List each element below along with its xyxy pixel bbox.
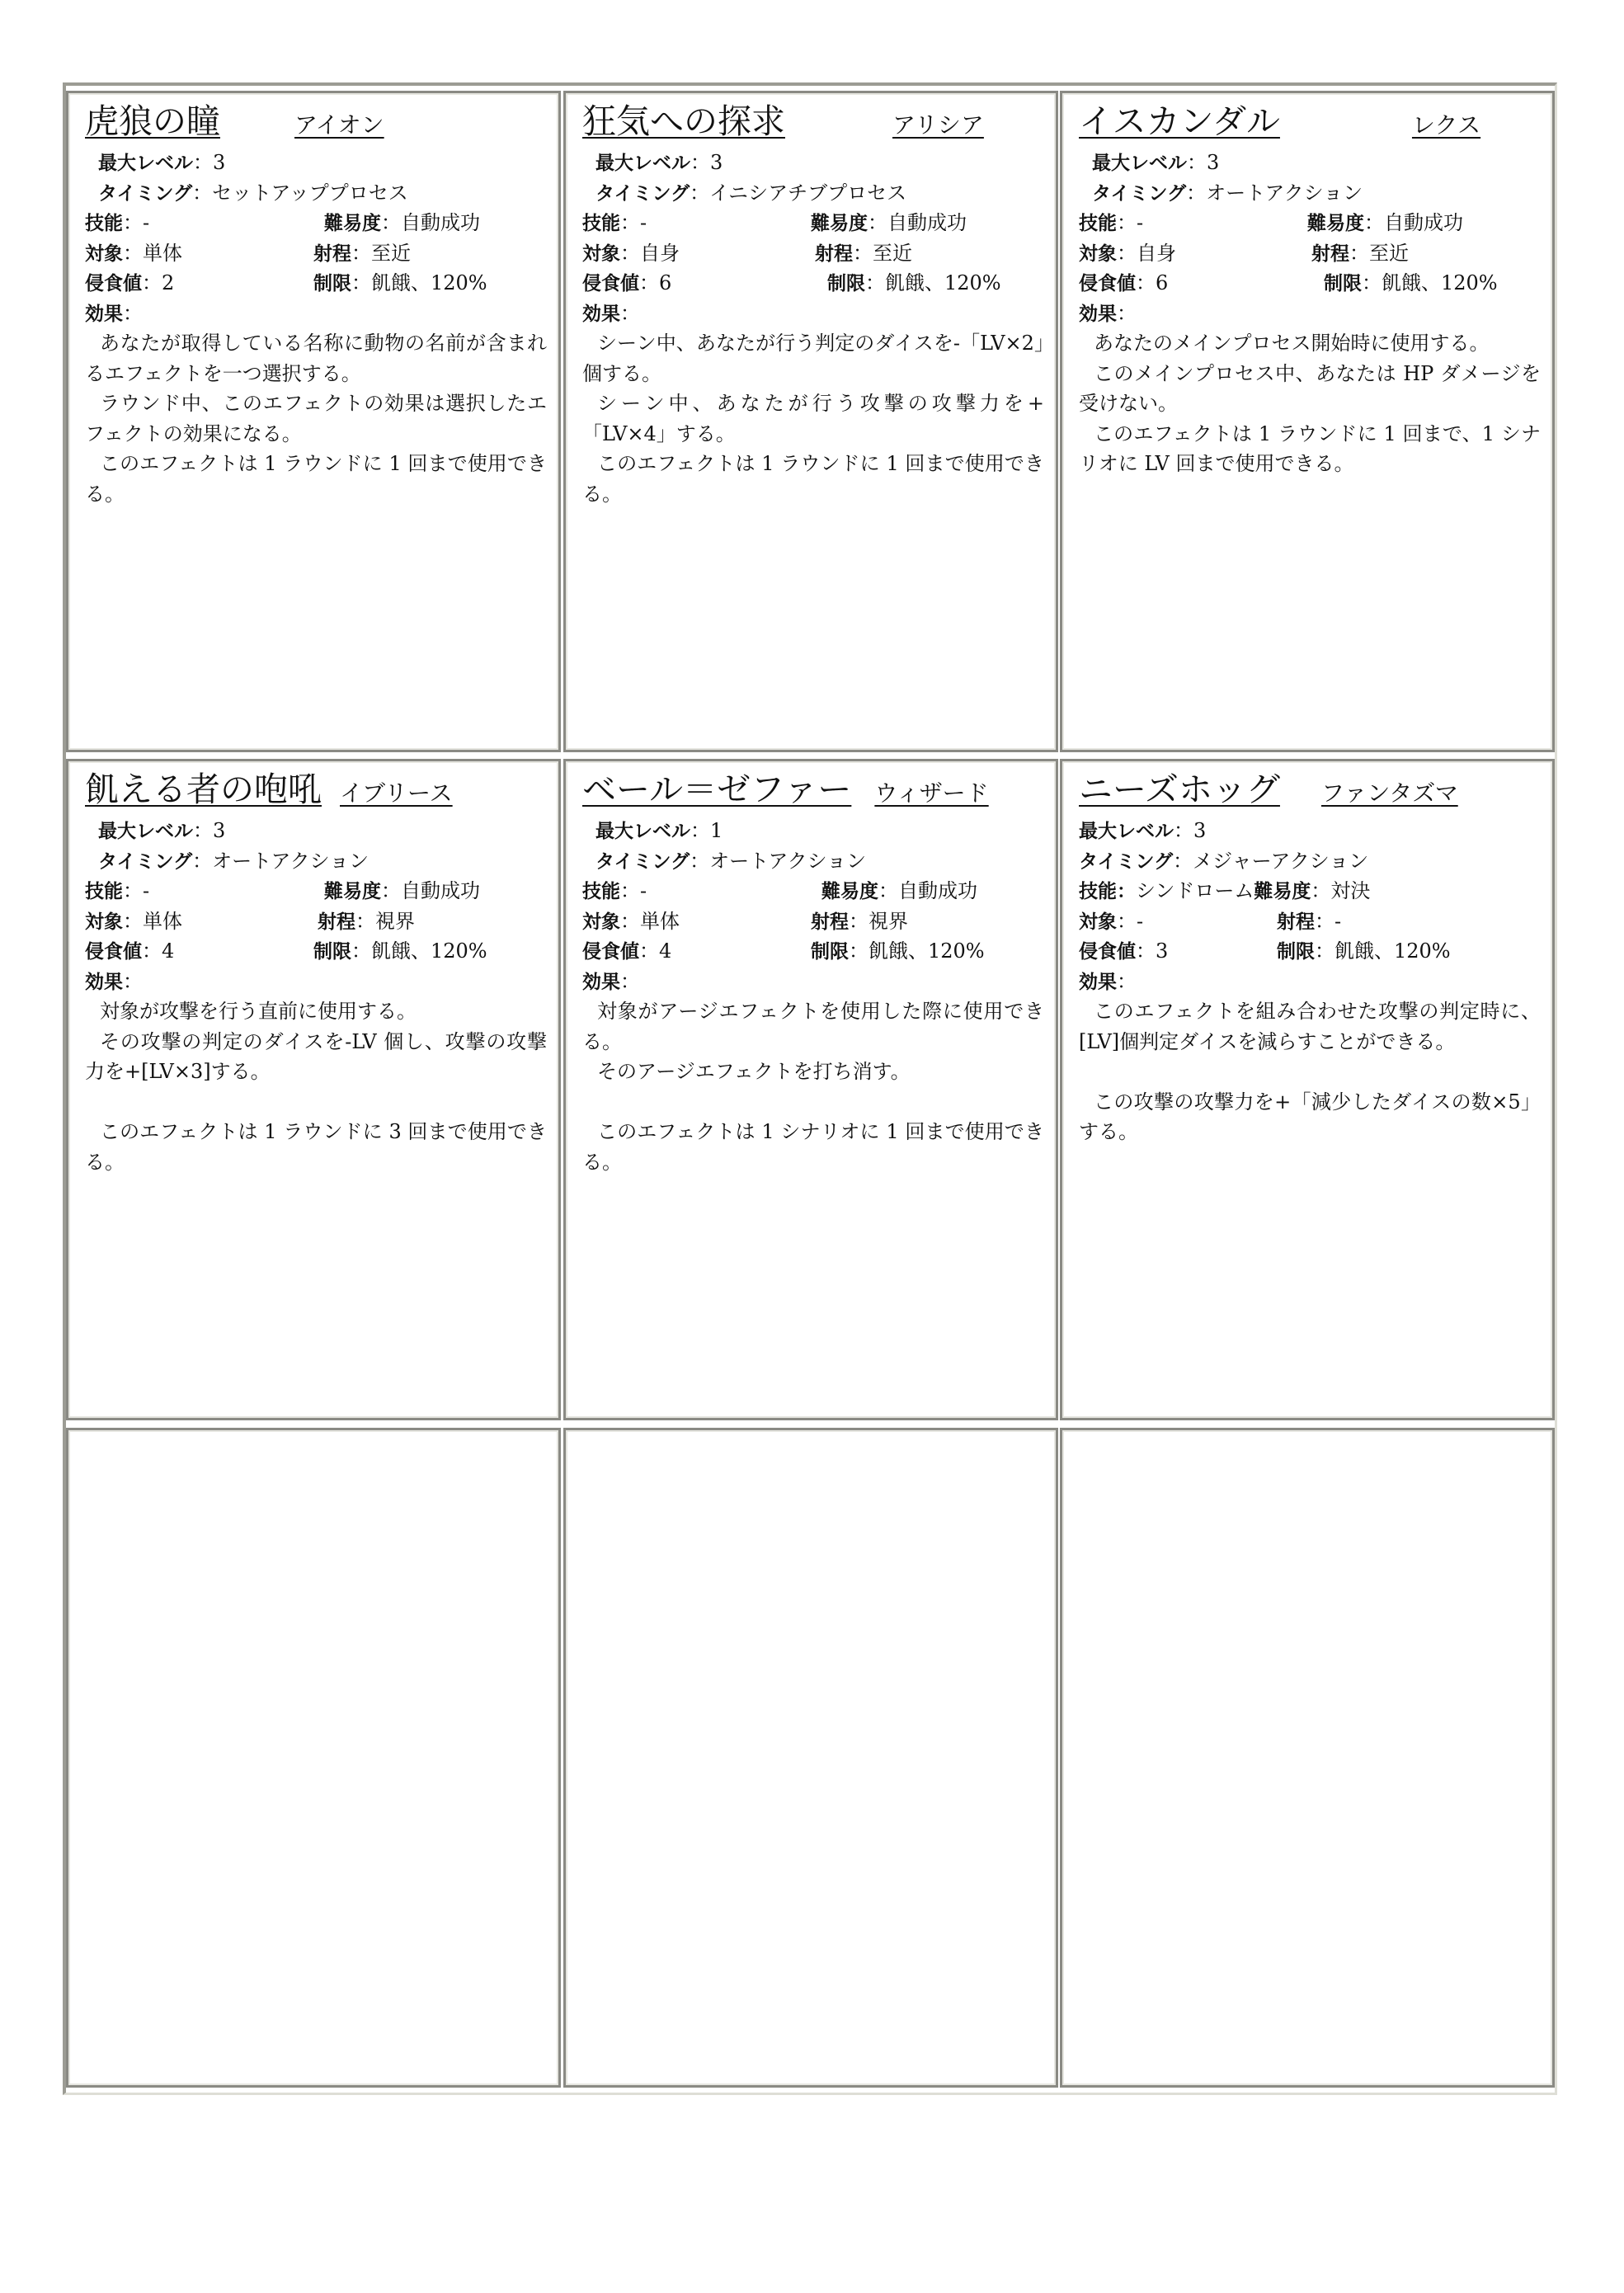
max-level-label: 最大レベル: [595, 153, 690, 174]
max-level-value: 1: [710, 819, 723, 842]
effect-card: [1060, 91, 1555, 752]
target-value: 単体: [143, 241, 182, 265]
erosion-label: 侵食値: [582, 941, 639, 963]
effect-text: その攻撃の判定のダイスを-LV 個し、攻撃の攻撃力を+[LV×3]する。: [85, 1029, 547, 1083]
max-level-row: 最大レベル：3: [1092, 151, 1220, 174]
effect-text: あなたのメインプロセス開始時に使用する。: [1094, 332, 1490, 355]
erosion-value: 4: [162, 939, 175, 963]
limit-label: 制限: [313, 941, 351, 963]
timing-label: タイミング: [98, 182, 193, 205]
skill-row: 技能：シンドローム難易度：対決: [1079, 879, 1371, 902]
range-value: 至近: [371, 241, 411, 265]
skill-label: 技能: [85, 881, 123, 902]
timing-value: セットアッププロセス: [212, 181, 408, 205]
timing-label: タイミング: [1079, 850, 1174, 873]
effect-label-row: 効果：: [1079, 301, 1137, 325]
effect-text: 対象がアージエフェクトを使用した際に使用できる。: [582, 1000, 1044, 1053]
effect-label-row: 効果：: [85, 301, 143, 325]
range-label: 射程: [313, 242, 351, 265]
limit-value: 飢餓、120%: [1382, 271, 1498, 294]
target-value: 単体: [143, 909, 182, 933]
effect-title: 虎狼の瞳: [85, 101, 220, 141]
erosion-label: 侵食値: [85, 941, 142, 963]
empty-card: [1060, 1428, 1555, 2088]
skill-row: 技能：- 難易度：自動成功: [85, 879, 480, 902]
difficulty-label: 難易度: [324, 213, 381, 234]
skill-label: 技能: [582, 881, 620, 902]
timing-value: オートアクション: [709, 849, 867, 873]
difficulty-label: 難易度: [1254, 881, 1311, 902]
max-level-label: 最大レベル: [595, 821, 690, 842]
effect-text: このエフェクトは 1 ラウンドに 1 回まで使用できる。: [582, 452, 1044, 506]
target-row: 対象：- 射程：-: [1079, 909, 1342, 933]
effect-text: この攻撃の攻撃力を+「減少したダイスの数×5」する。: [1079, 1090, 1541, 1143]
syndrome-name: ウィザード: [874, 779, 989, 807]
erosion-row: 侵食値：3 制限：飢餓、120%: [1079, 939, 1451, 963]
erosion-label: 侵食値: [582, 273, 639, 294]
skill-row: 技能：- 難易度：自動成功: [582, 211, 967, 234]
erosion-row: 侵食値：6 制限：飢餓、120%: [582, 271, 1001, 294]
timing-value: イニシアチブプロセス: [709, 181, 907, 205]
range-value: 視界: [375, 909, 415, 933]
difficulty-value: 自動成功: [898, 879, 977, 902]
effect-body: [582, 996, 1044, 1177]
effect-label-row: 効果：: [1079, 969, 1137, 993]
max-level-row: 最大レベル：3: [98, 151, 226, 174]
difficulty-label: 難易度: [324, 881, 381, 902]
erosion-value: 2: [162, 271, 175, 294]
effect-body: [85, 996, 547, 1177]
range-value: 至近: [1369, 241, 1409, 265]
syndrome-name: イブリース: [340, 779, 453, 807]
limit-label: 制限: [1277, 941, 1315, 963]
effect-label: 効果: [582, 971, 620, 993]
effect-card: [563, 91, 1058, 752]
erosion-row: 侵食値：2 制限：飢餓、120%: [85, 271, 487, 294]
effect-label: 効果: [1079, 303, 1117, 325]
max-level-value: 3: [1193, 819, 1207, 842]
skill-value: -: [640, 879, 647, 902]
effect-card: [1060, 759, 1555, 1420]
max-level-label: 最大レベル: [98, 153, 193, 174]
effect-title: 狂気への探求: [582, 101, 785, 141]
limit-label: 制限: [827, 273, 865, 294]
erosion-label: 侵食値: [1079, 941, 1136, 963]
empty-card: [66, 1428, 561, 2088]
limit-label: 制限: [1324, 273, 1362, 294]
timing-label: タイミング: [98, 850, 193, 873]
effect-text: [582, 1087, 1044, 1118]
range-label: 射程: [1277, 911, 1315, 933]
max-level-value: 3: [710, 151, 723, 174]
timing-label: タイミング: [1092, 182, 1187, 205]
max-level-value: 3: [213, 819, 226, 842]
erosion-row: 侵食値：6 制限：飢餓、120%: [1079, 271, 1498, 294]
card-header: [1079, 766, 1541, 816]
target-label: 対象: [1079, 242, 1117, 265]
difficulty-label: 難易度: [821, 881, 878, 902]
range-value: 視界: [868, 909, 908, 933]
effect-text: あなたが取得している名称に動物の名前が含まれるエフェクトを一つ選択する。: [85, 332, 547, 385]
effect-text: シーン中、あなたが行う攻撃の攻撃力を+「LV×4」する。: [582, 392, 1044, 445]
effect-label: 効果: [85, 971, 123, 993]
limit-label: 制限: [313, 273, 351, 294]
erosion-label: 侵食値: [1079, 273, 1136, 294]
limit-value: 飢餓、120%: [885, 271, 1001, 294]
skill-value: -: [143, 879, 150, 902]
range-label: 射程: [1311, 242, 1349, 265]
erosion-value: 4: [659, 939, 672, 963]
max-level-row: 最大レベル：3: [1079, 819, 1207, 842]
effect-body: [1079, 328, 1541, 479]
skill-value: -: [640, 211, 647, 234]
target-value: 単体: [640, 909, 680, 933]
erosion-row: 侵食値：4 制限：飢餓、120%: [582, 939, 985, 963]
target-label: 対象: [85, 242, 123, 265]
difficulty-value: 自動成功: [887, 211, 967, 234]
max-level-row: 最大レベル：1: [595, 819, 723, 842]
effect-title: ベール＝ゼファー: [582, 770, 852, 809]
effect-body: [85, 328, 547, 509]
max-level-label: 最大レベル: [1092, 153, 1187, 174]
effect-title: ニーズホッグ: [1079, 770, 1280, 809]
limit-value: 飢餓、120%: [371, 271, 487, 294]
target-row: 対象：自身 射程：至近: [1079, 241, 1409, 265]
limit-value: 飢餓、120%: [371, 939, 487, 963]
limit-value: 飢餓、120%: [868, 939, 985, 963]
erosion-value: 3: [1156, 939, 1169, 963]
effect-text: このエフェクトは 1 シナリオに 1 回まで使用できる。: [582, 1120, 1044, 1174]
effect-body: [582, 328, 1044, 509]
range-label: 射程: [811, 911, 849, 933]
skill-value: -: [1137, 211, 1144, 234]
effect-label: 効果: [85, 303, 123, 325]
target-row: 対象：単体 射程：至近: [85, 241, 411, 265]
effect-card: [66, 91, 561, 752]
target-row: 対象：単体 射程：視界: [85, 909, 415, 933]
skill-label: 技能: [1079, 213, 1117, 234]
erosion-value: 6: [659, 271, 672, 294]
timing-row: タイミング：イニシアチブプロセス: [595, 181, 907, 205]
effect-text: このエフェクトを組み合わせた攻撃の判定時に、[LV]個判定ダイスを減らすことができる。: [1079, 1000, 1541, 1053]
empty-card: [563, 1428, 1058, 2088]
erosion-row: 侵食値：4 制限：飢餓、120%: [85, 939, 487, 963]
limit-value: 飢餓、120%: [1335, 939, 1451, 963]
effect-text: このエフェクトは 1 ラウンドに 1 回まで、1 シナリオに LV 回まで使用できる。: [1079, 421, 1541, 475]
skill-row: 技能：- 難易度：自動成功: [1079, 211, 1463, 234]
effect-card: [66, 759, 561, 1420]
limit-label: 制限: [811, 941, 849, 963]
target-value: 自身: [1137, 241, 1176, 265]
timing-row: タイミング：メジャーアクション: [1079, 849, 1369, 873]
difficulty-value: 自動成功: [401, 211, 480, 234]
effect-text: [1079, 1057, 1541, 1087]
effect-label: 効果: [582, 303, 620, 325]
target-row: 対象：単体 射程：視界: [582, 909, 908, 933]
syndrome-name: レクス: [1411, 111, 1481, 139]
effect-label: 効果: [1079, 971, 1117, 993]
range-label: 射程: [318, 911, 355, 933]
effect-card: [563, 759, 1058, 1420]
difficulty-value: 対決: [1330, 879, 1371, 902]
max-level-label: 最大レベル: [1079, 821, 1174, 842]
skill-label: 技能: [582, 213, 620, 234]
max-level-label: 最大レベル: [98, 821, 193, 842]
effect-label-row: 効果：: [582, 969, 640, 993]
target-row: 対象：自身 射程：至近: [582, 241, 912, 265]
timing-value: メジャーアクション: [1193, 849, 1369, 873]
effect-label-row: 効果：: [85, 969, 143, 993]
effect-text: このメインプロセス中、あなたは HP ダメージを受けない。: [1079, 361, 1541, 415]
timing-value: オートアクション: [1206, 181, 1363, 205]
range-value: 至近: [873, 241, 912, 265]
timing-row: タイミング：オートアクション: [98, 849, 370, 873]
timing-row: タイミング：オートアクション: [1092, 181, 1363, 205]
skill-row: 技能：- 難易度：自動成功: [85, 211, 480, 234]
max-level-row: 最大レベル：3: [595, 151, 723, 174]
target-label: 対象: [1079, 911, 1117, 933]
effect-text: 対象が攻撃を行う直前に使用する。: [100, 1000, 417, 1023]
effect-text: シーン中、あなたが行う判定のダイスを-「LV×2」個する。: [582, 332, 1044, 385]
effect-text: このエフェクトは 1 ラウンドに 1 回まで使用できる。: [85, 452, 547, 506]
effect-text: このエフェクトは 1 ラウンドに 3 回まで使用できる。: [85, 1120, 547, 1174]
card-header: [85, 766, 547, 816]
timing-row: タイミング：オートアクション: [595, 849, 867, 873]
difficulty-label: 難易度: [1307, 213, 1364, 234]
target-value: 自身: [640, 241, 680, 265]
timing-label: タイミング: [595, 182, 690, 205]
target-label: 対象: [85, 911, 123, 933]
skill-label: 技能: [85, 213, 123, 234]
skill-value: -: [143, 211, 150, 234]
range-value: -: [1335, 909, 1342, 933]
difficulty-label: 難易度: [811, 213, 868, 234]
target-label: 対象: [582, 242, 620, 265]
target-value: -: [1137, 909, 1144, 933]
syndrome-name: アイオン: [294, 111, 384, 139]
effect-label-row: 効果：: [582, 301, 640, 325]
effect-title: 飢える者の咆吼: [85, 770, 322, 809]
card-header: [582, 98, 1044, 148]
range-label: 射程: [815, 242, 853, 265]
target-label: 対象: [582, 911, 620, 933]
effect-body: [1079, 996, 1541, 1147]
effect-title: イスカンダル: [1079, 101, 1280, 141]
skill-value: シンドローム: [1136, 879, 1254, 902]
skill-label: 技能: [1079, 881, 1117, 902]
max-level-row: 最大レベル：3: [98, 819, 226, 842]
card-header: [1079, 98, 1541, 148]
erosion-label: 侵食値: [85, 273, 142, 294]
effect-text: ラウンド中、このエフェクトの効果は選択したエフェクトの効果になる。: [85, 392, 547, 445]
effect-text: そのアージエフェクトを打ち消す。: [597, 1060, 911, 1083]
syndrome-name: アリシア: [892, 111, 984, 139]
max-level-value: 3: [1207, 151, 1220, 174]
timing-row: タイミング：セットアッププロセス: [98, 181, 408, 205]
timing-value: オートアクション: [212, 849, 370, 873]
difficulty-value: 自動成功: [401, 879, 480, 902]
effect-text: [85, 1087, 547, 1118]
difficulty-value: 自動成功: [1384, 211, 1463, 234]
timing-label: タイミング: [595, 850, 690, 873]
erosion-value: 6: [1156, 271, 1169, 294]
max-level-value: 3: [213, 151, 226, 174]
card-header: [85, 98, 547, 148]
syndrome-name: ファンタズマ: [1320, 779, 1458, 807]
skill-row: 技能：- 難易度：自動成功: [582, 879, 977, 902]
card-header: [582, 766, 1044, 816]
